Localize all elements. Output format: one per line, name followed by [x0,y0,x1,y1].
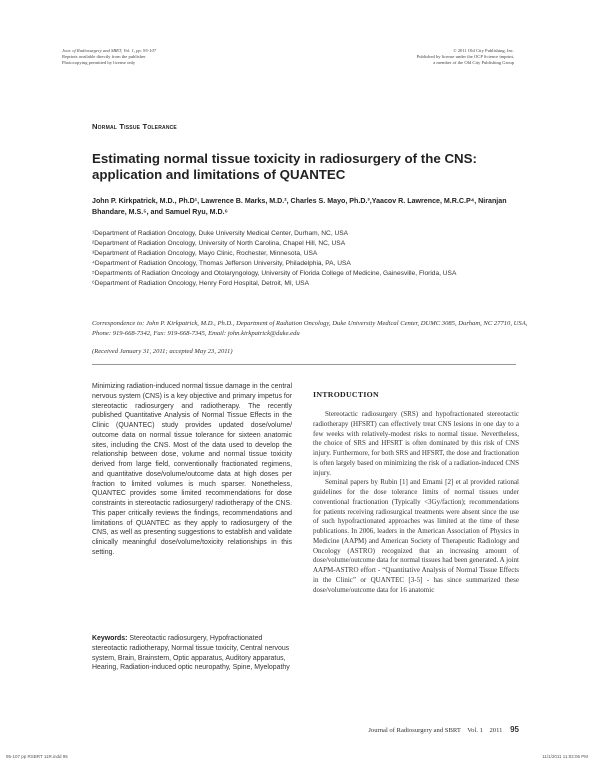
print-slug-file: 95-107 pp RSBRT 11R.indd 95 [6,754,68,759]
footer-year: 2011 [489,727,503,734]
affiliation-list [92,229,532,288]
license-notice: Published by license under the OCP Science imprint, [416,54,514,60]
copyright-notice: © 2011 Old City Publishing, Inc. [453,48,514,53]
article-title: Estimating normal tissue toxicity in radiosurgery of the CNS: application and limitations of QUANTEC [92,151,477,182]
affiliation-6: ⁶Department of Radiation Oncology, Henry Ford Hospital, Detroit, MI, USA [92,279,309,287]
print-slug-date: 11/1/2011 11:02:06 PM [542,754,588,759]
introduction-body [313,410,519,595]
section-label: Normal Tissue Tolerance [92,122,177,131]
introduction-heading: INTRODUCTION [313,390,379,399]
abstract: Minimizing radiation-induced normal tissue damage in the central nervous system (CNS) is a key objective and primary impetus for stereotactic radiosurgery and radiotherapy. The recently published Quantitative Analysis of Normal Tissue Effects in the Clinic (QUANTEC) study provides updated dose/volume/ outcome data on normal tissue tolerance for sixteen anatomic sites, including the CNS. Most of the data used to develop the relationship between dose, volume and normal tissue toxicity derived from large field, conventionally fractionated regimens, and quantitative dose/volume/outcome data at high doses per fraction to limited volumes is much sparser. Nonetheless, QUANTEC provides some limited recommendations for dose constraints in stereotactic radiosurgery/ radiotherapy of the CNS. This paper critically reviews the findings, recommendations and limitations of QUANTEC as they apply to radiosurgery of the CNS, as well as presenting suggestions to establish and validate clinically meaningful dose/volume/toxicity relationships in this setting. [92,383,292,556]
header-divider [92,364,516,365]
journal-citation: Jour. of Radiosurgery and SBRT, Vol. 1, pp. 95-107 [62,48,157,53]
affiliation-4: ⁴Department of Radiation Oncology, Thomas Jefferson University, Philadelphia, PA, USA [92,259,351,267]
page-footer [313,725,519,734]
photocopy-notice: Photocopying permitted by license only [62,60,136,66]
intro-paragraph-1: Stereotactic radiosurgery (SRS) and hypofractionated stereotactic radiotherapy (HFSRT) can effectively treat CNS lesions in one day to a few weeks with relatively-modest risks to normal tissue. Nevertheless, the choice of SRS and HFSRT is often dominated by this risk of CNS injury. Furthermore, for both SRS and HFSRT, the dose and fractionation is often largely based on minimizing the risk of a radiation-induced CNS injury. [313,410,519,477]
page-number: 95 [510,725,519,734]
affiliation-5: ⁵Departments of Radiation Oncology and Otolaryngology, University of Florida College of Medicine, Gainesville, Florida, USA [92,269,457,277]
keywords-text: Stereotactic radiosurgery, Hypofractionated stereotactic radiotherapy, Normal tissue toxicity, Central nervous system, Brain, Brainstem, Optic apparatus, Auditory apparatus, Hearing, Radiation-induced optic neuropathy, Spine, Myelopathy [92,635,290,672]
footer-journal: Journal of Radiosurgery and SBRT [368,727,461,734]
keywords-label: Keywords: [92,635,128,642]
affiliation-1: ¹Department of Radiation Oncology, Duke University Medical Center, Durham, NC, USA [92,230,349,237]
affiliation-3: ³Department of Radiation Oncology, Mayo Clinic, Rochester, Minnesota, USA [92,249,318,257]
reprints-notice: Reprints available directly from the publisher [62,54,146,60]
intro-paragraph-2: Seminal papers by Rubin [1] and Emami [2] et al provided rational guidelines for the dose tolerance limits of normal tissues under conventional fractionation (Typically <3Gy/faction); recommendations for patients receiving radiosurgical treatments were absent since the use of such hypofractionated approaches was limited at the time of these publications. In 2006, leaders in the American Association of Physics in Medicine (AAPM) and American Society of Therapeutic Radiology and Oncology (ASTRO) recognized that an increasing amount of dose/volume/outcome data for normal tissues had been generated. A joint AAPM-ASTRO effort - “Quantitative Analysis of Normal Tissue Effects in the Clinic” or QUANTEC [3-5] - has since summarized these dose/volume/outcome data for 16 anatomic [313,478,519,594]
keywords [92,634,292,673]
journal-header-left [62,48,262,67]
received-dates: (Received January 31, 2011; accepted May 23, 2011) [92,348,233,355]
affiliation-2: ²Department of Radiation Oncology, University of North Carolina, Chapel Hill, NC, USA [92,239,346,247]
publisher-group: a member of the Old City Publishing Group [433,60,514,66]
footer-volume: Vol. 1 [467,727,483,734]
journal-header-right [314,48,514,67]
correspondence: Correspondence to: John P. Kirkpatrick, M.D., Ph.D., Department of Radiation Oncology, Duke University Medical Center, DUMC 3085, Durham, NC 27710, USA, Phone: 919-668-7342, Fax: 919-668-7345, Email: john.kirkpatrick@duke.edu [92,320,528,337]
author-list: John P. Kirkpatrick, M.D., Ph.D¹, Lawrence B. Marks, M.D.², Charles S. Mayo, Ph.D.³,Yaacov R. Lawrence, M.R.C.P⁴, Niranjan Bhandare, M.S.⁵, and Samuel Ryu, M.D.⁶ [92,197,507,216]
